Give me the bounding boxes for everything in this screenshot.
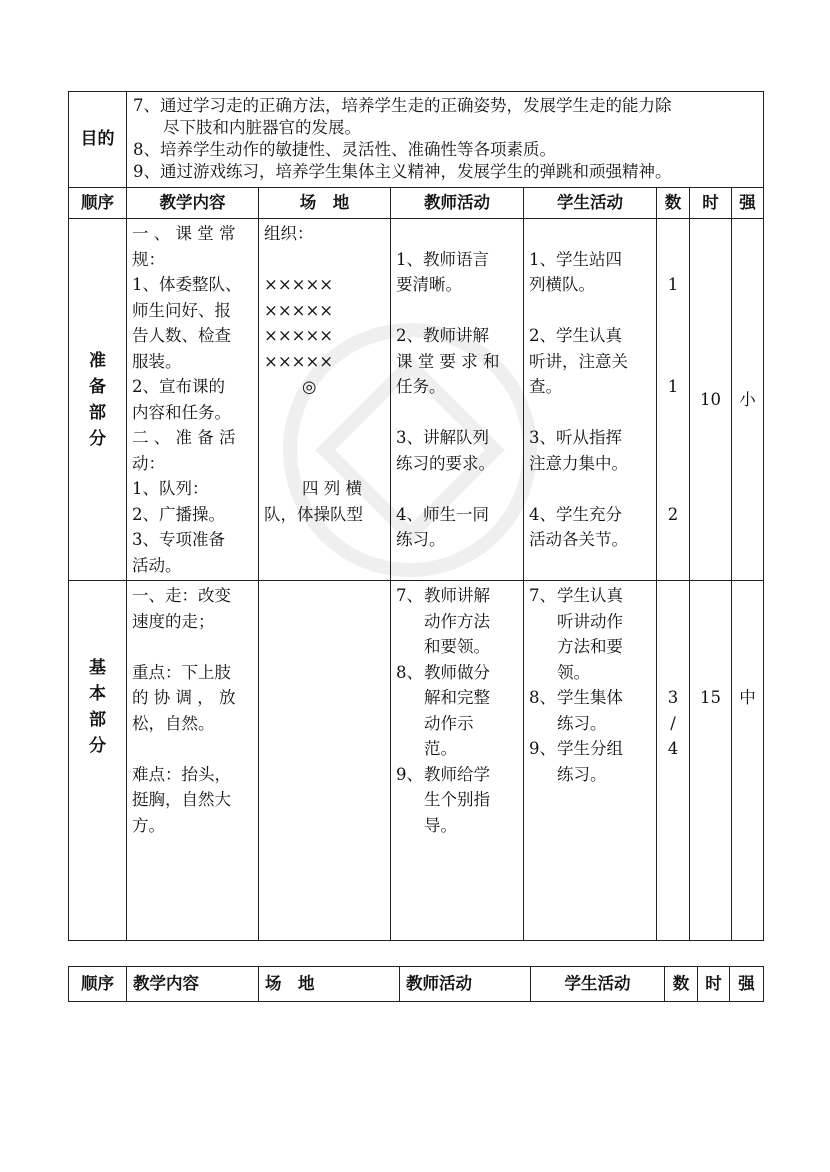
objective-7-cont: 尽下肢和内脏器官的发展。 <box>163 118 361 137</box>
header-student: 学生活动 <box>531 967 665 1002</box>
basic-count: 3 / 4 <box>657 581 690 941</box>
student-item-8: 8、 学生集体 练习。 <box>529 688 623 733</box>
basic-intensity: 中 <box>732 581 764 941</box>
formation-row: ××××× <box>264 275 334 294</box>
header-count: 数 <box>665 967 698 1002</box>
header-intensity: 强 <box>732 188 764 219</box>
teacher-position-mark: ◎ <box>302 377 317 396</box>
header-venue: 场 地 <box>259 967 400 1002</box>
basic-section-row <box>69 581 764 941</box>
basic-content: 一、走：改变 速度的走； 重点：下上肢 的 协 调 ， 放 松，自然。 难点：抬头， 挺胸，自然大 方。 <box>127 581 259 941</box>
basic-time: 15 <box>690 581 732 941</box>
table-header-row <box>69 188 764 219</box>
basic-section-label: 基 本 部 分 <box>69 581 127 941</box>
header-teacher: 教师活动 <box>391 188 524 219</box>
prep-intensity: 小 <box>732 219 764 581</box>
basic-venue <box>259 581 391 941</box>
prep-student-activity: 1、学生站四 列横队。 2、学生认真 听讲，注意关 查。 3、听从指挥 注意力集中。 4、学生充分 活动各关节。 <box>524 219 657 581</box>
header-content: 教学内容 <box>127 188 259 219</box>
basic-student-activity <box>524 581 657 941</box>
formation-row: ××××× <box>264 300 334 320</box>
teacher-item-9: 9、 教师给学 生个别指 导。 <box>396 764 490 835</box>
basic-teacher-activity <box>391 581 524 941</box>
prep-venue: 组织： ××××× ××××× ××××× ××××× ◎ 四 列 横 队，体操队型 <box>259 219 391 581</box>
prep-section-row <box>69 219 764 581</box>
prep-time: 10 <box>690 219 732 581</box>
lesson-plan-table <box>68 91 764 941</box>
header-student: 学生活动 <box>524 188 657 219</box>
header-venue: 场 地 <box>259 188 391 219</box>
header-time: 时 <box>698 967 730 1002</box>
prep-section-label: 准 备 部 分 <box>69 219 127 581</box>
objective-9: 9、通过游戏练习，培养学生集体主义精神，发展学生的弹跳和顽强精神。 <box>133 162 672 181</box>
header-intensity: 强 <box>730 967 764 1002</box>
teacher-item-8: 8、 教师做分 解和完整 动作示 范。 <box>396 662 490 758</box>
header-content: 教学内容 <box>127 967 259 1002</box>
formation-row: ××××× <box>264 351 334 371</box>
header-order: 顺序 <box>69 188 127 219</box>
continuation-header-row <box>69 967 764 1002</box>
objective-7: 7、通过学习走的正确方法，培养学生走的正确姿势，发展学生走的能力除 <box>133 96 672 115</box>
teacher-item-7: 7、 教师讲解 动作方法 和要领。 <box>396 586 490 656</box>
student-item-7: 7、 学生认真 听讲动作 方法和要 领。 <box>529 586 623 682</box>
header-time: 时 <box>690 188 732 219</box>
objective-8: 8、培养学生动作的敏捷性、灵活性、准确性等各项素质。 <box>133 140 556 159</box>
student-item-9: 9、 学生分组 练习。 <box>529 739 623 784</box>
continuation-table-header <box>68 966 764 1002</box>
prep-content: 一 、 课 堂 常 规： 1、体委整队、 师生问好、报 告人数、检查 服装。 2、宣布课的 内容和任务。 二 、 准 备 活 动： 1、队列： 2、广播操。 3、专项准备 活动。 <box>127 219 259 581</box>
objectives-text <box>127 92 764 188</box>
header-teacher: 教师活动 <box>400 967 531 1002</box>
formation-row: ××××× <box>264 326 334 345</box>
objectives-row <box>69 92 764 188</box>
prep-teacher-activity: 1、教师语言 要清晰。 2、教师讲解 课 堂 要 求 和 任务。 3、讲解队列 练习的要求。 4、师生一同 练习。 <box>391 219 524 581</box>
prep-count: 1 1 2 <box>657 219 690 581</box>
objectives-label: 目的 <box>69 92 127 188</box>
header-order: 顺序 <box>69 967 127 1002</box>
header-count: 数 <box>657 188 690 219</box>
